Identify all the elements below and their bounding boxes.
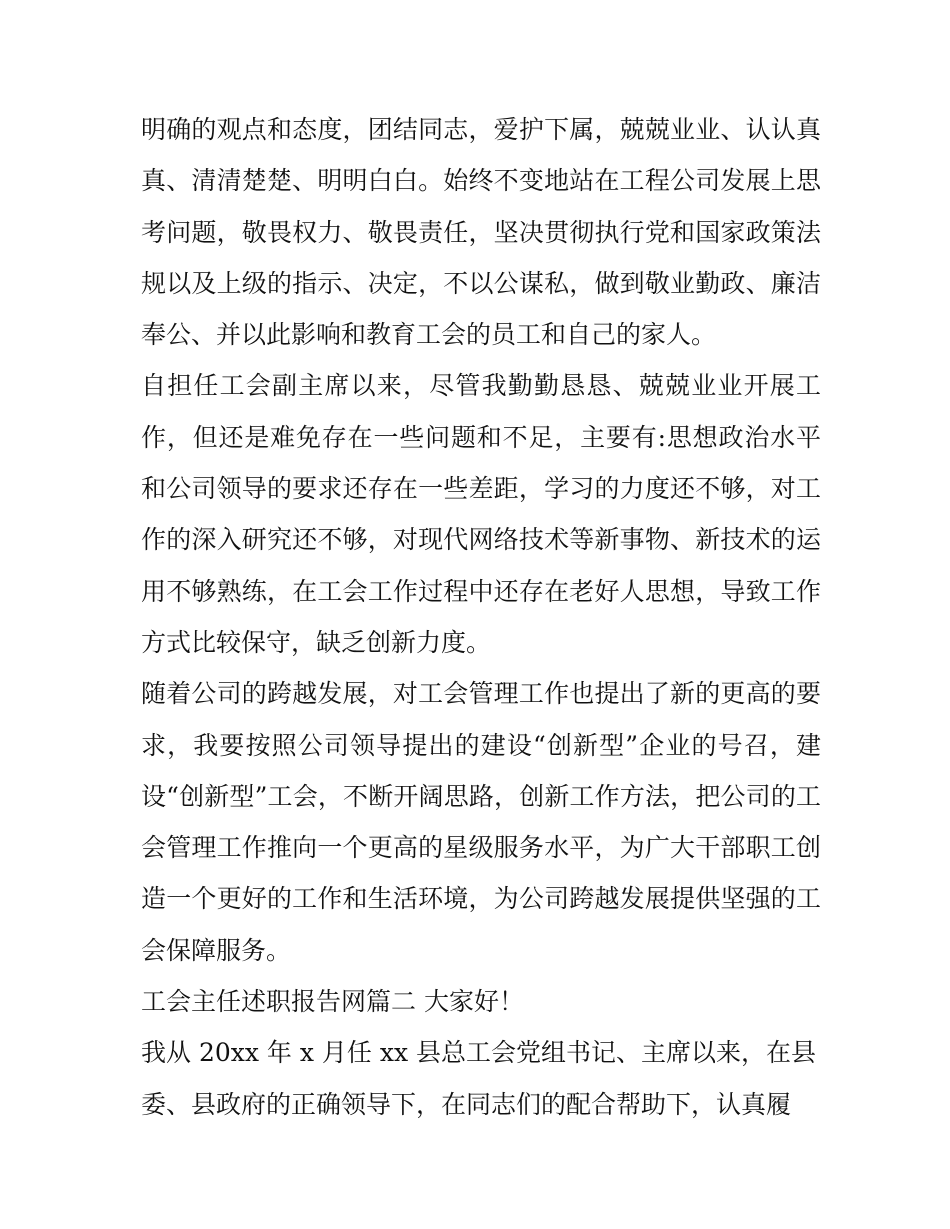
text-line: 作，但还是难免存在一些问题和不足，主要有:思想政治水平 (141, 422, 821, 452)
text-line: 委、县政府的正确领导下，在同志们的配合帮助下，认真履 (141, 1089, 792, 1119)
text-line: 和公司领导的要求还存在一些差距，学习的力度还不够，对工 (141, 474, 821, 504)
text-line: 奉公、并以此影响和教育工会的员工和自己的家人。 (141, 320, 717, 350)
text-line: 明确的观点和态度，团结同志，爱护下属，兢兢业业、认认真 (141, 115, 821, 144)
text-line: 随着公司的跨越发展，对工会管理工作也提出了新的更高的要 (141, 679, 821, 709)
text-line: 真、清清楚楚、明明白白。始终不变地站在工程公司发展上思 (141, 166, 821, 196)
section-heading-line: 工会主任述职报告网篇二 大家好！ (141, 987, 524, 1017)
text-line: 规以及上级的指示、决定，不以公谋私，做到敬业勤政、廉洁 (141, 268, 821, 298)
document-body (141, 104, 821, 1130)
text-line: 我从 20xx 年 x 月任 xx 县总工会党组书记、主席以来，在县 (141, 1038, 816, 1068)
text-line: 会保障服务。 (141, 935, 292, 965)
text-line: 造一个更好的工作和生活环境，为公司跨越发展提供坚强的工 (141, 884, 821, 914)
text-line: 求，我要按照公司领导提出的建设“创新型”企业的号召，建 (141, 730, 821, 760)
text-line: 作的深入研究还不够，对现代网络技术等新事物、新技术的运 (141, 525, 821, 555)
text-line: 用不够熟练，在工会工作过程中还存在老好人思想，导致工作 (141, 576, 821, 606)
text-line: 自担任工会副主席以来，尽管我勤勤恳恳、兢兢业业开展工 (141, 371, 821, 401)
text-line: 考问题，敬畏权力、敬畏责任，坚决贯彻执行党和国家政策法 (141, 217, 821, 247)
text-line: 方式比较保守，缺乏创新力度。 (141, 627, 492, 657)
text-line: 设“创新型”工会，不断开阔思路，创新工作方法，把公司的工 (141, 781, 821, 811)
text-line: 会管理工作推向一个更高的星级服务水平，为广大干部职工创 (141, 833, 821, 863)
